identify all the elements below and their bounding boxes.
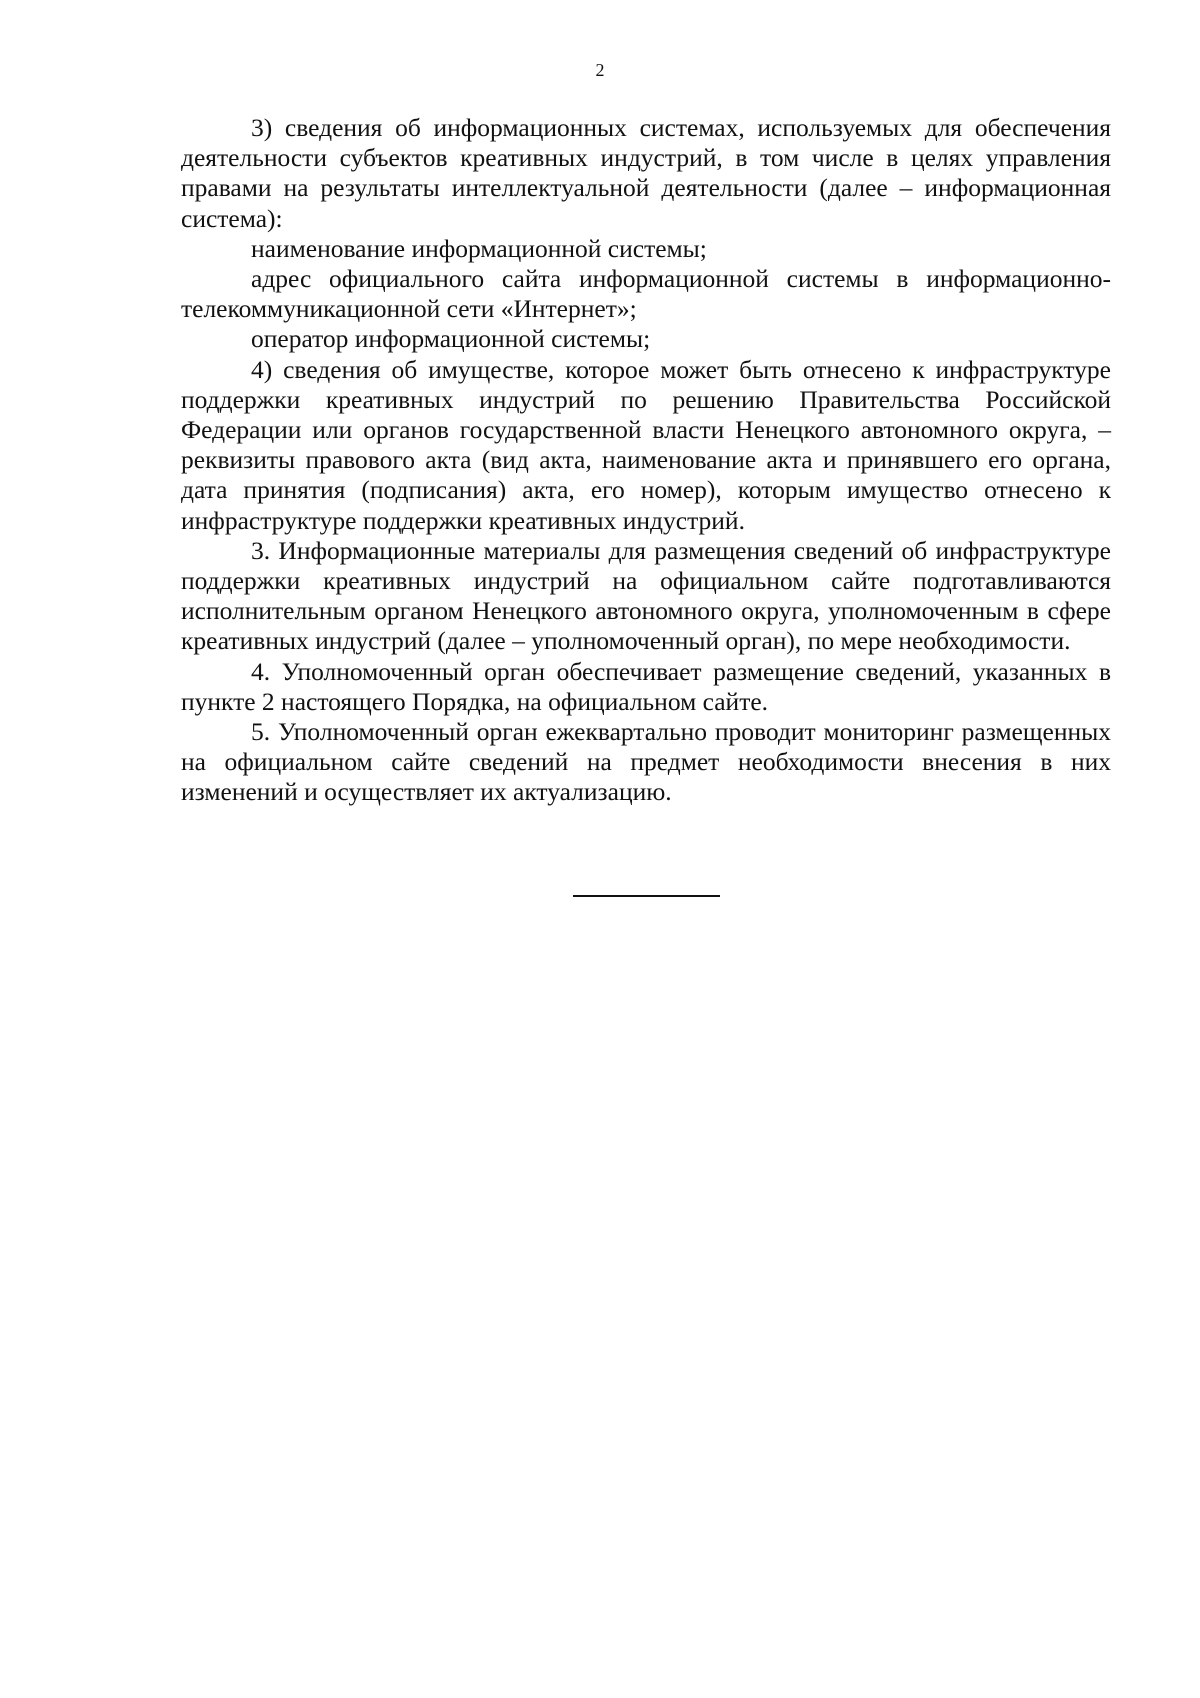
list-item-system-operator: оператор информационной системы; — [251, 324, 651, 354]
paragraph-item-5: 5. Уполномоченный орган ежеквартально проводит мониторинг размещенных на официальном сайте сведений на предмет необходимости внесения в них изменений и осуществляет их актуализацию. — [181, 717, 1111, 807]
paragraph-info-systems: 3) сведения об информационных системах, используемых для обеспечения деятельности субъектов креативных индустрий, в том числе в целях управления правами на результаты интеллектуальной деятельности (далее – информационная система): — [181, 113, 1111, 233]
list-item-system-site-address: адрес официального сайта информационной системы в информационно-телекоммуникационной сети «Интернет»; — [181, 264, 1111, 324]
closing-divider — [573, 895, 720, 897]
paragraph-item-3: 3. Информационные материалы для размещения сведений об инфраструктуре поддержки креативных индустрий на официальном сайте подготавливаются исполнительным органом Ненецкого автономного округа, уполномоченным в сфере креативных индустрий (далее – уполномоченный орган), по мере необходимости. — [181, 535, 1111, 656]
paragraph-property-info: 4) сведения об имуществе, которое может быть отнесено к инфраструктуре поддержки креативных индустрий по решению Правительства Российской Федерации или органов государственной власти Ненецкого автономного округа, – реквизиты правового акта (вид акта, наименование акта и принявшего его органа, дата принятия (подписания) акта, его номер), которым имущество отнесено к инфраструктуре поддержки креативных индустрий. — [181, 354, 1111, 535]
document-body — [181, 113, 1111, 808]
page-number: 2 — [595, 60, 605, 80]
list-item-system-name: наименование информационной системы; — [251, 233, 707, 263]
paragraph-item-4: 4. Уполномоченный орган обеспечивает размещение сведений, указанных в пункте 2 настоящего Порядка, на официальном сайте. — [181, 656, 1111, 716]
